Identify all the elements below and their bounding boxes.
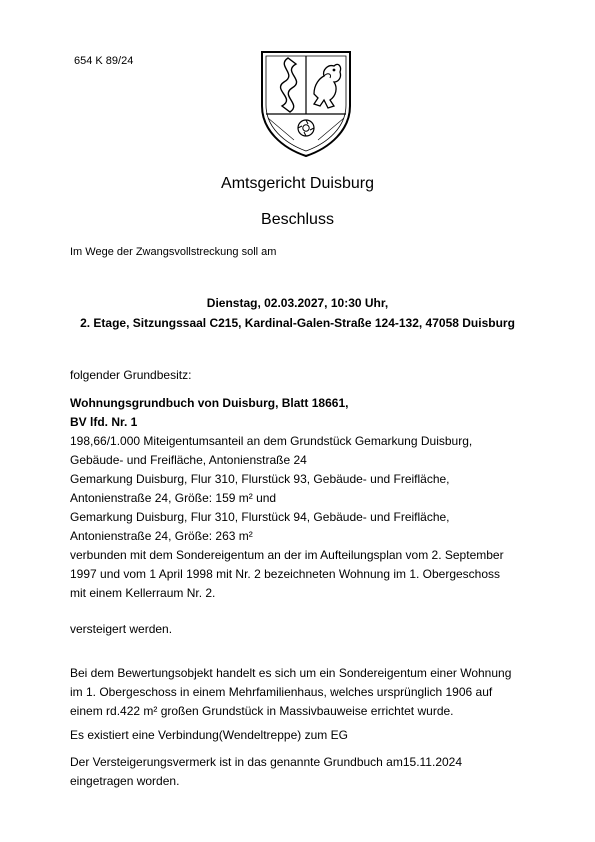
object-description	[70, 664, 540, 721]
property-line: Antonienstraße 24, Größe: 263 m²	[70, 529, 253, 543]
description-line: Bei dem Bewertungsobjekt handelt es sich um ein Sondereigentum einer Wohnung	[70, 666, 512, 680]
document-title: Beschluss	[261, 211, 334, 228]
property-line: mit einem Kellerraum Nr. 2.	[70, 586, 216, 600]
property-description	[70, 432, 540, 603]
description-line: einem rd.422 m² großen Grundstück in Massivbauweise errichtet wurde.	[70, 704, 454, 718]
coat-of-arms-emblem	[258, 48, 354, 158]
property-heading-2: BV lfd. Nr. 1	[70, 415, 138, 429]
case-number: 654 K 89/24	[74, 55, 134, 67]
property-heading-1: Wohnungsgrundbuch von Duisburg, Blatt 18661,	[70, 396, 349, 410]
appointment-location: 2. Etage, Sitzungssaal C215, Kardinal-Galen-Straße 124-132, 47058 Duisburg	[80, 316, 515, 330]
court-name: Amtsgericht Duisburg	[221, 175, 374, 192]
connection-note: Es existiert eine Verbindung(Wendeltreppe) zum EG	[70, 728, 348, 742]
property-line: Gemarkung Duisburg, Flur 310, Flurstück 93, Gebäude- und Freifläche,	[70, 472, 450, 486]
property-line: 198,66/1.000 Miteigentumsanteil an dem Grundstück Gemarkung Duisburg,	[70, 434, 473, 448]
registry-line: eingetragen worden.	[70, 774, 180, 788]
description-line: im 1. Obergeschoss in einem Mehrfamilienhaus, welches ursprünglich 1906 auf	[70, 685, 493, 699]
appointment-date: Dienstag, 02.03.2027, 10:30 Uhr,	[206, 296, 389, 310]
auction-phrase: versteigert werden.	[70, 622, 173, 636]
registry-line: Der Versteigerungsvermerk ist in das genannte Grundbuch am15.11.2024	[70, 755, 463, 769]
property-line: Gebäude- und Freifläche, Antonienstraße 24	[70, 453, 307, 467]
property-line: Gemarkung Duisburg, Flur 310, Flurstück 94, Gebäude- und Freifläche,	[70, 510, 450, 524]
property-intro: folgender Grundbesitz:	[70, 368, 192, 382]
property-line: verbunden mit dem Sondereigentum an der im Aufteilungsplan vom 2. September	[70, 548, 504, 562]
property-line: Antonienstraße 24, Größe: 159 m² und	[70, 491, 277, 505]
property-line: 1997 und vom 1 April 1998 mit Nr. 2 bezeichneten Wohnung im 1. Obergeschoss	[70, 567, 501, 581]
registry-note	[70, 753, 540, 791]
intro-text: Im Wege der Zwangsvollstreckung soll am	[70, 246, 277, 258]
